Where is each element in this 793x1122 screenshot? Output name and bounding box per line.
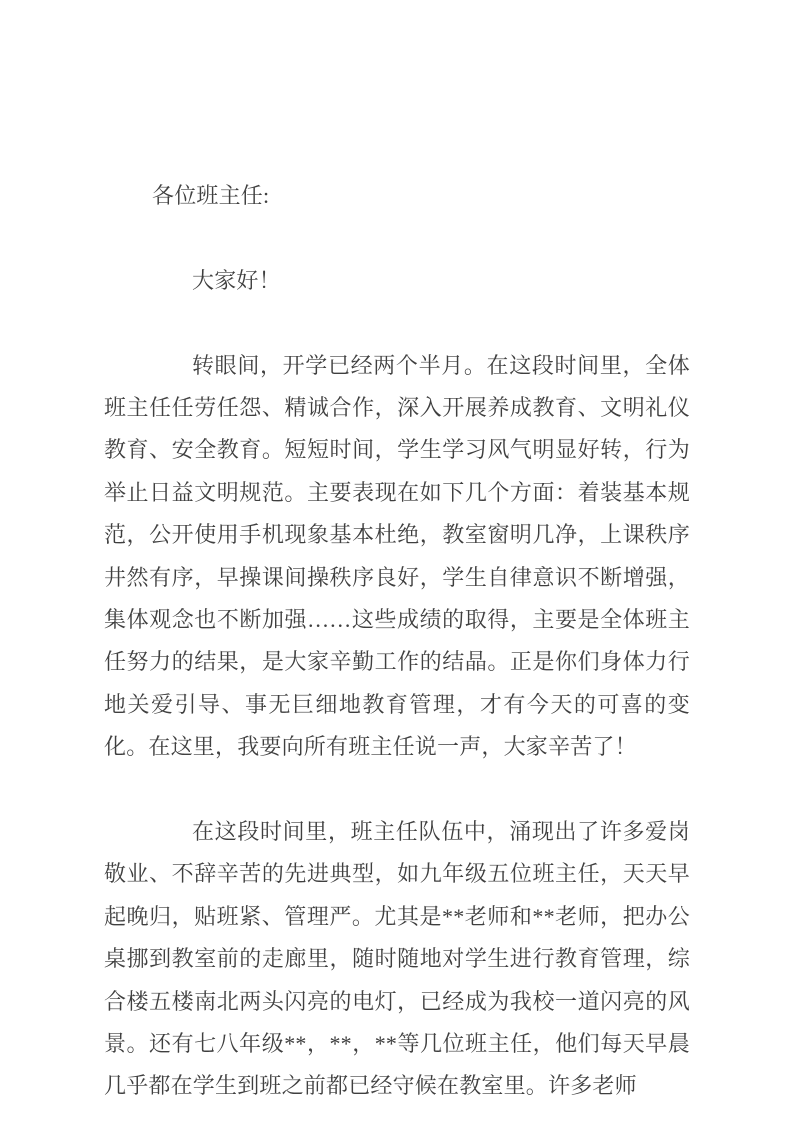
paragraph-achievements: 转眼间，开学已经两个半月。在这段时间里，全体班主任任劳任怨、精诚合作，深入开展养成教育、文明礼仪教育、安全教育。短短时间，学生学习风气明显好转，行为举止日益文明规范。主要表现在如下几个方面：着装基本规范，公开使用手机现象基本杜绝，教室窗明几净，上课秩序井然有序，早操课间操秩序良好，学生自律意识不断增强，集体观念也不断加强……这些成绩的取得，主要是全体班主任努力的结果，是大家辛勤工作的结晶。正是你们身体力行地关爱引导、事无巨细地教育管理，才有今天的可喜的变化。在这里，我要向所有班主任说一声，大家辛苦了！ bbox=[104, 352, 690, 760]
paragraph-role-models: 在这段时间里，班主任队伍中，涌现出了许多爱岗敬业、不辞辛苦的先进典型，如九年级五位班主任，天天早起晚归，贴班紧、管理严。尤其是**老师和**老师，把办公桌挪到教室前的走廊里，随时随地对学生进行教育管理，综合楼五楼南北两头闪亮的电灯，已经成为我校一道闪亮的风景。还有七八年级**，**，**等几位班主任，他们每天早晨几乎都在学生到班之前都已经守候在教室里。许多老师 bbox=[104, 819, 690, 1099]
salutation-line: 各位班主任: bbox=[152, 183, 270, 208]
greeting-line: 大家好！ bbox=[192, 267, 281, 293]
document-body bbox=[104, 175, 690, 1122]
